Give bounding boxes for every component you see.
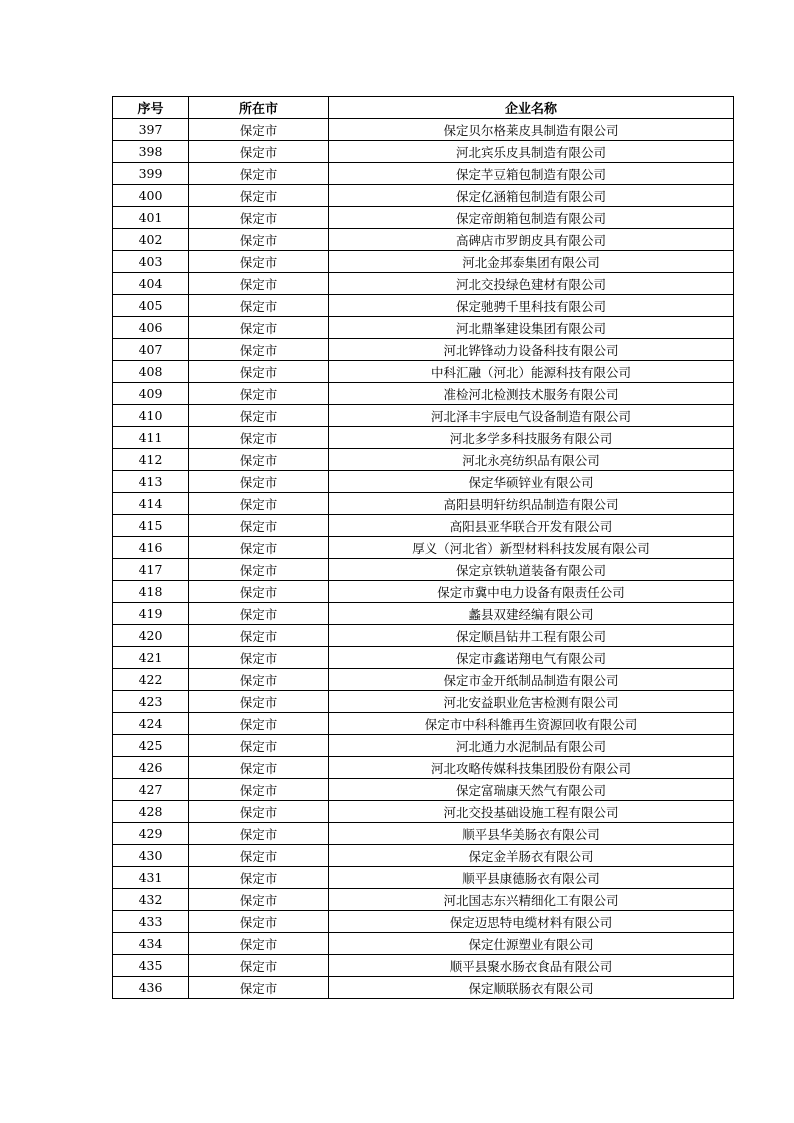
table-row [113, 383, 734, 405]
cell-city: 保定市 [189, 977, 329, 999]
cell-seq: 430 [113, 845, 189, 867]
cell-city: 保定市 [189, 251, 329, 273]
cell-city: 保定市 [189, 273, 329, 295]
cell-company-name: 河北国志东兴精细化工有限公司 [329, 889, 734, 911]
cell-company-name: 河北安益职业危害检测有限公司 [329, 691, 734, 713]
cell-seq: 421 [113, 647, 189, 669]
cell-seq: 404 [113, 273, 189, 295]
table-row [113, 933, 734, 955]
cell-company-name: 保定驰骋千里科技有限公司 [329, 295, 734, 317]
cell-seq: 427 [113, 779, 189, 801]
cell-company-name: 河北交投基础设施工程有限公司 [329, 801, 734, 823]
table-row [113, 735, 734, 757]
table-row [113, 273, 734, 295]
cell-seq: 414 [113, 493, 189, 515]
cell-city: 保定市 [189, 449, 329, 471]
cell-city: 保定市 [189, 471, 329, 493]
cell-company-name: 保定京铁轨道装备有限公司 [329, 559, 734, 581]
table-row [113, 977, 734, 999]
table-row [113, 779, 734, 801]
cell-seq: 434 [113, 933, 189, 955]
table-row [113, 823, 734, 845]
cell-city: 保定市 [189, 339, 329, 361]
cell-seq: 433 [113, 911, 189, 933]
table-row [113, 911, 734, 933]
cell-city: 保定市 [189, 185, 329, 207]
cell-city: 保定市 [189, 361, 329, 383]
cell-company-name: 河北交投绿色建材有限公司 [329, 273, 734, 295]
cell-city: 保定市 [189, 493, 329, 515]
table-row [113, 537, 734, 559]
table-row [113, 229, 734, 251]
cell-company-name: 保定顺昌钻井工程有限公司 [329, 625, 734, 647]
cell-seq: 401 [113, 207, 189, 229]
table-row [113, 713, 734, 735]
cell-company-name: 河北宾乐皮具制造有限公司 [329, 141, 734, 163]
cell-seq: 407 [113, 339, 189, 361]
cell-city: 保定市 [189, 295, 329, 317]
cell-company-name: 保定顺联肠衣有限公司 [329, 977, 734, 999]
cell-city: 保定市 [189, 317, 329, 339]
cell-city: 保定市 [189, 779, 329, 801]
cell-seq: 432 [113, 889, 189, 911]
header-company-name: 企业名称 [329, 97, 734, 119]
cell-city: 保定市 [189, 581, 329, 603]
cell-city: 保定市 [189, 647, 329, 669]
cell-seq: 406 [113, 317, 189, 339]
table-row [113, 295, 734, 317]
cell-company-name: 保定仕源塑业有限公司 [329, 933, 734, 955]
table-row [113, 669, 734, 691]
cell-company-name: 中科汇融（河北）能源科技有限公司 [329, 361, 734, 383]
cell-company-name: 河北金邦泰集团有限公司 [329, 251, 734, 273]
cell-city: 保定市 [189, 801, 329, 823]
table-row [113, 581, 734, 603]
table-body [113, 119, 734, 999]
cell-seq: 410 [113, 405, 189, 427]
cell-city: 保定市 [189, 603, 329, 625]
table-row [113, 185, 734, 207]
table-row [113, 405, 734, 427]
cell-city: 保定市 [189, 405, 329, 427]
cell-seq: 435 [113, 955, 189, 977]
table-row [113, 339, 734, 361]
cell-seq: 417 [113, 559, 189, 581]
cell-city: 保定市 [189, 823, 329, 845]
cell-seq: 402 [113, 229, 189, 251]
cell-company-name: 厚义（河北省）新型材料科技发展有限公司 [329, 537, 734, 559]
cell-city: 保定市 [189, 911, 329, 933]
table-row [113, 449, 734, 471]
cell-city: 保定市 [189, 383, 329, 405]
table-row [113, 801, 734, 823]
cell-company-name: 保定市金开纸制品制造有限公司 [329, 669, 734, 691]
cell-company-name: 顺平县聚水肠衣食品有限公司 [329, 955, 734, 977]
cell-company-name: 保定市鑫诺翔电气有限公司 [329, 647, 734, 669]
cell-company-name: 保定金羊肠衣有限公司 [329, 845, 734, 867]
cell-city: 保定市 [189, 691, 329, 713]
table-row [113, 889, 734, 911]
cell-company-name: 保定市中科科雒再生资源回收有限公司 [329, 713, 734, 735]
cell-city: 保定市 [189, 625, 329, 647]
cell-company-name: 高阳县明轩纺织品制造有限公司 [329, 493, 734, 515]
cell-city: 保定市 [189, 559, 329, 581]
table-row [113, 207, 734, 229]
cell-company-name: 准检河北检测技术服务有限公司 [329, 383, 734, 405]
cell-seq: 413 [113, 471, 189, 493]
cell-seq: 418 [113, 581, 189, 603]
cell-company-name: 保定市冀中电力设备有限责任公司 [329, 581, 734, 603]
table-row [113, 251, 734, 273]
cell-company-name: 保定华硕锌业有限公司 [329, 471, 734, 493]
table-row [113, 955, 734, 977]
cell-city: 保定市 [189, 735, 329, 757]
table-row [113, 119, 734, 141]
cell-city: 保定市 [189, 933, 329, 955]
cell-city: 保定市 [189, 515, 329, 537]
cell-city: 保定市 [189, 955, 329, 977]
cell-company-name: 河北泽丰宇辰电气设备制造有限公司 [329, 405, 734, 427]
cell-seq: 411 [113, 427, 189, 449]
table-row [113, 515, 734, 537]
cell-seq: 423 [113, 691, 189, 713]
cell-city: 保定市 [189, 537, 329, 559]
table-row [113, 163, 734, 185]
cell-seq: 422 [113, 669, 189, 691]
cell-city: 保定市 [189, 229, 329, 251]
cell-company-name: 高阳县亚华联合开发有限公司 [329, 515, 734, 537]
cell-company-name: 高碑店市罗朗皮具有限公司 [329, 229, 734, 251]
cell-seq: 425 [113, 735, 189, 757]
table-row [113, 603, 734, 625]
cell-seq: 431 [113, 867, 189, 889]
company-table [112, 96, 734, 999]
cell-seq: 424 [113, 713, 189, 735]
cell-city: 保定市 [189, 119, 329, 141]
table-row [113, 141, 734, 163]
cell-seq: 403 [113, 251, 189, 273]
cell-seq: 426 [113, 757, 189, 779]
cell-seq: 399 [113, 163, 189, 185]
cell-city: 保定市 [189, 845, 329, 867]
cell-seq: 436 [113, 977, 189, 999]
cell-seq: 405 [113, 295, 189, 317]
table-header-row [113, 97, 734, 119]
table-row [113, 427, 734, 449]
cell-company-name: 河北通力水泥制品有限公司 [329, 735, 734, 757]
cell-city: 保定市 [189, 889, 329, 911]
table-row [113, 845, 734, 867]
table-row [113, 493, 734, 515]
cell-city: 保定市 [189, 669, 329, 691]
table-row [113, 757, 734, 779]
cell-company-name: 河北鼎峯建设集团有限公司 [329, 317, 734, 339]
cell-seq: 408 [113, 361, 189, 383]
cell-city: 保定市 [189, 163, 329, 185]
cell-seq: 398 [113, 141, 189, 163]
cell-seq: 420 [113, 625, 189, 647]
cell-company-name: 保定迈思特电缆材料有限公司 [329, 911, 734, 933]
cell-company-name: 保定帝朗箱包制造有限公司 [329, 207, 734, 229]
table-row [113, 471, 734, 493]
table-row [113, 317, 734, 339]
table-row [113, 867, 734, 889]
header-city: 所在市 [189, 97, 329, 119]
cell-city: 保定市 [189, 427, 329, 449]
cell-company-name: 保定亿涵箱包制造有限公司 [329, 185, 734, 207]
cell-city: 保定市 [189, 757, 329, 779]
cell-seq: 419 [113, 603, 189, 625]
cell-city: 保定市 [189, 141, 329, 163]
cell-seq: 397 [113, 119, 189, 141]
table-row [113, 647, 734, 669]
table-row [113, 691, 734, 713]
cell-company-name: 顺平县华美肠衣有限公司 [329, 823, 734, 845]
cell-seq: 400 [113, 185, 189, 207]
cell-city: 保定市 [189, 207, 329, 229]
table-row [113, 361, 734, 383]
cell-company-name: 河北铧锋动力设备科技有限公司 [329, 339, 734, 361]
cell-city: 保定市 [189, 867, 329, 889]
cell-city: 保定市 [189, 713, 329, 735]
cell-seq: 416 [113, 537, 189, 559]
table-row [113, 559, 734, 581]
cell-seq: 429 [113, 823, 189, 845]
table-row [113, 625, 734, 647]
cell-company-name: 保定富瑞康天然气有限公司 [329, 779, 734, 801]
cell-seq: 428 [113, 801, 189, 823]
cell-company-name: 保定芊豆箱包制造有限公司 [329, 163, 734, 185]
header-seq: 序号 [113, 97, 189, 119]
cell-seq: 409 [113, 383, 189, 405]
cell-seq: 412 [113, 449, 189, 471]
cell-company-name: 河北攻略传媒科技集团股份有限公司 [329, 757, 734, 779]
cell-company-name: 保定贝尔格莱皮具制造有限公司 [329, 119, 734, 141]
cell-company-name: 河北永亮纺织品有限公司 [329, 449, 734, 471]
cell-company-name: 河北多学多科技服务有限公司 [329, 427, 734, 449]
cell-company-name: 蠡县双建经编有限公司 [329, 603, 734, 625]
cell-company-name: 顺平县康德肠衣有限公司 [329, 867, 734, 889]
cell-seq: 415 [113, 515, 189, 537]
